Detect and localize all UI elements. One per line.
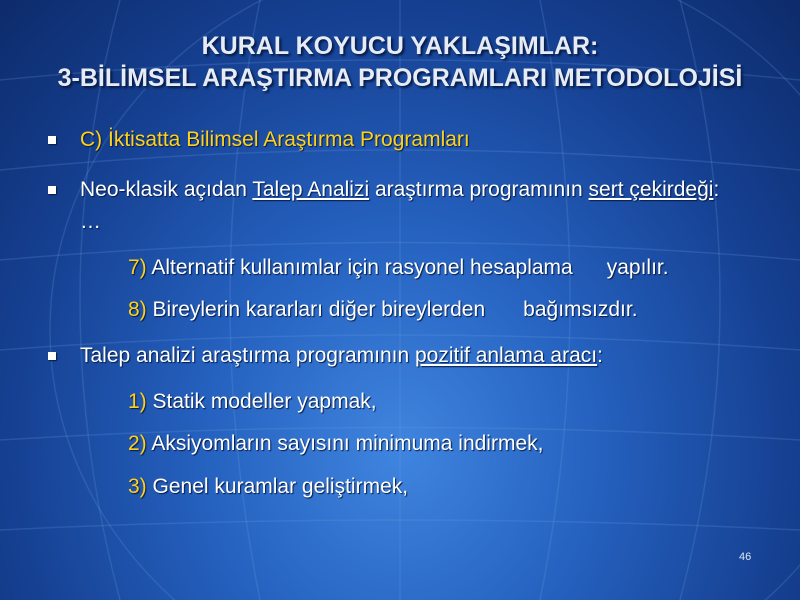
list-item-number: 1) xyxy=(128,390,147,413)
sub-item-7-text: Alternatif kullanımlar için rasyonel hesaplama xyxy=(146,256,573,279)
bullet-square-icon xyxy=(48,186,56,194)
list-item-number: 3) xyxy=(128,475,147,498)
bullet-2-text xyxy=(80,175,719,205)
pozitif-anlama-araci-term: pozitif anlama aracı xyxy=(415,344,598,367)
bullet-2-continuation: … xyxy=(80,210,101,233)
sub-item-8 xyxy=(128,295,638,325)
slide-title xyxy=(0,30,800,94)
title-line-2: 3-BİLİMSEL ARAŞTIRMA PROGRAMLARI METODOLOJİSİ xyxy=(57,64,743,92)
list-item xyxy=(128,387,377,417)
list-item-text: Genel kuramlar geliştirmek, xyxy=(146,475,409,498)
list-item-text: Aksiyomların sayısını minimuma indirmek, xyxy=(146,432,544,455)
bullet-square-icon xyxy=(48,352,56,360)
bullet-2-mid: araştırma programının xyxy=(369,178,589,201)
bullet-3-text xyxy=(80,341,603,371)
sub-item-8-number: 8) xyxy=(128,298,147,321)
bullet-square-icon xyxy=(48,136,56,144)
sert-cekirdek-term: sert çekirdeği xyxy=(588,178,714,201)
list-item xyxy=(128,429,543,459)
page-number: 46 xyxy=(739,551,752,563)
talep-analizi-term: Talep Analizi xyxy=(252,178,370,201)
sub-item-7 xyxy=(128,253,669,283)
bullet-1-text: C) İktisatta Bilimsel Araştırma Programları xyxy=(80,128,470,151)
bullet-2-post: : xyxy=(713,178,720,201)
sub-item-8-text: Bireylerin kararları diğer bireylerden xyxy=(146,298,486,321)
list-item xyxy=(128,472,408,502)
title-line-1: KURAL KOYUCU YAKLAŞIMLAR: xyxy=(201,32,599,60)
bullet-3-post: : xyxy=(597,344,603,367)
sub-item-7-number: 7) xyxy=(128,256,147,279)
list-item-number: 2) xyxy=(128,432,147,455)
sub-item-8-text-end: bağımsızdır. xyxy=(523,298,638,321)
sub-item-7-text-end: yapılır. xyxy=(606,256,669,279)
bullet-3-pre: Talep analizi araştırma programının xyxy=(80,344,415,367)
bullet-2-pre: Neo-klasik açıdan xyxy=(80,178,253,201)
list-item-text: Statik modeller yapmak, xyxy=(146,390,377,413)
